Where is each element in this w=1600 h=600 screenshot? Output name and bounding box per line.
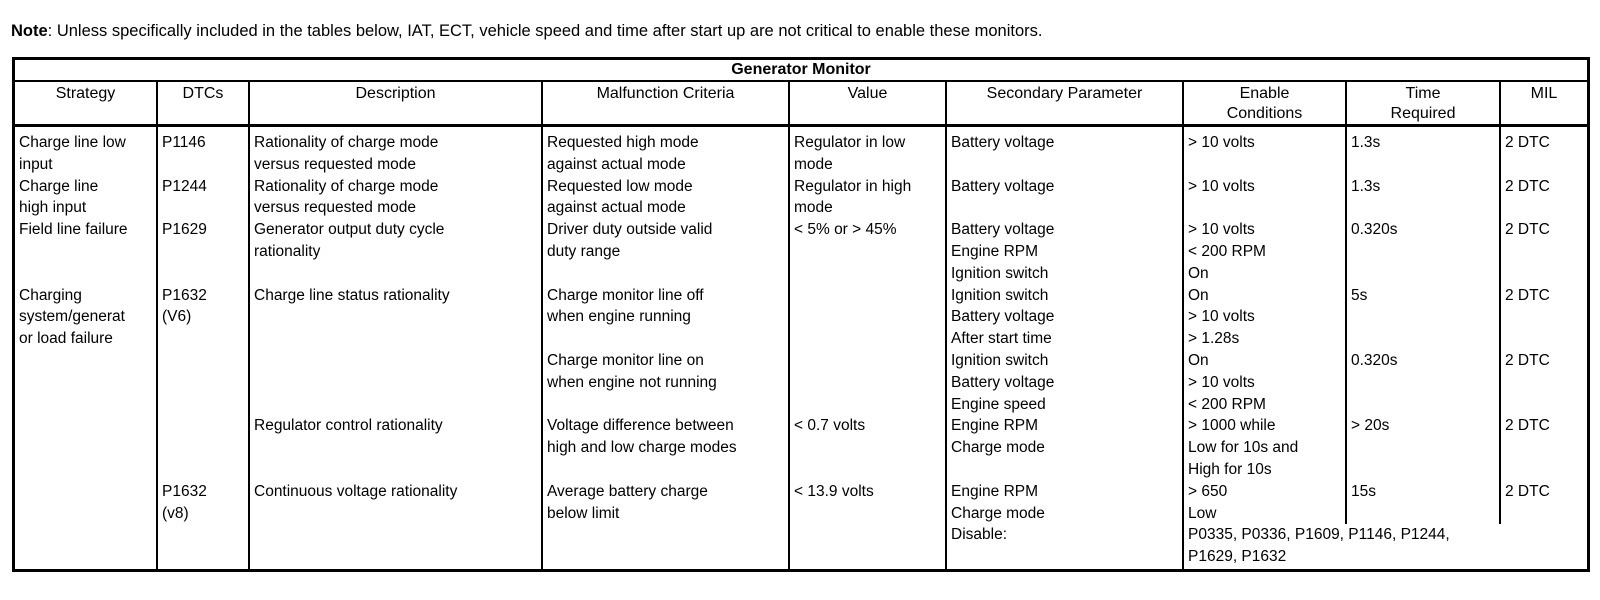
cell-r13-description	[250, 394, 543, 416]
cell-r19-enable-conditions: P0335, P0336, P1609, P1146, P1244,	[1188, 526, 1450, 544]
cell-r14-time-required: > 20s	[1351, 417, 1390, 435]
header-enable-conditions-line: Conditions	[1226, 105, 1303, 122]
cell-r9-enable-conditions: > 10 volts	[1188, 308, 1255, 326]
cell-r12-description	[250, 372, 543, 394]
cell-r9-dtcs: (V6)	[162, 308, 192, 326]
cell-r3-value: Regulator in high	[794, 177, 912, 195]
cell-r9-strategy: system/generat	[19, 308, 125, 326]
cell-r7-value	[790, 263, 947, 285]
header-malfunction-criteria	[543, 82, 790, 124]
column-strategy	[15, 127, 158, 568]
cell-r17-malfunction-criteria: Average battery charge	[547, 482, 708, 500]
cell-r10-strategy: or load failure	[19, 330, 113, 348]
cell-r16-secondary-parameter	[947, 459, 1184, 481]
cell-r3-description: Rationality of charge mode	[254, 177, 439, 195]
cell-r15-strategy	[15, 437, 158, 459]
cell-r20-value	[790, 546, 947, 568]
cell-r16-time-required	[1347, 459, 1501, 481]
cell-r7-dtcs	[158, 263, 250, 285]
cell-r9-description	[250, 306, 543, 328]
cell-r14-strategy	[15, 415, 158, 437]
header-enable-conditions-line: Enable	[1239, 85, 1290, 102]
cell-r19-secondary-parameter: Disable:	[951, 526, 1007, 544]
cell-r9-time-required	[1347, 306, 1501, 328]
cell-r18-secondary-parameter: Charge mode	[951, 504, 1045, 522]
cell-r18-enable-conditions: Low	[1188, 504, 1217, 522]
column-separator	[541, 127, 543, 569]
cell-r6-value	[790, 241, 947, 263]
cell-r18-strategy	[15, 503, 158, 525]
cell-r5-value: < 5% or > 45%	[794, 221, 897, 239]
cell-r13-malfunction-criteria	[543, 394, 790, 416]
cell-r15-enable-conditions: Low for 10s and	[1188, 439, 1299, 457]
cell-r15-dtcs	[158, 437, 250, 459]
cell-r5-malfunction-criteria: Driver duty outside valid	[547, 221, 713, 239]
cell-r15-malfunction-criteria: high and low charge modes	[547, 439, 737, 457]
cell-r19-description	[250, 524, 543, 546]
cell-r13-dtcs	[158, 394, 250, 416]
cell-r1-value: Regulator in low	[794, 134, 906, 151]
cell-r20-dtcs	[158, 546, 250, 568]
column-time-required	[1347, 127, 1501, 568]
cell-r20-strategy	[15, 546, 158, 568]
cell-r8-time-required: 5s	[1351, 286, 1368, 304]
cell-r14-value: < 0.7 volts	[794, 417, 866, 435]
cell-r1-description: Rationality of charge mode	[254, 134, 439, 151]
cell-r9-value	[790, 306, 947, 328]
cell-r2-strategy: input	[19, 155, 53, 173]
cell-r18-time-required	[1347, 503, 1501, 525]
cell-r17-enable-conditions: > 650	[1188, 482, 1228, 500]
cell-r5-dtcs: P1629	[162, 221, 207, 239]
cell-r13-time-required	[1347, 394, 1501, 416]
cell-r19-malfunction-criteria	[543, 524, 790, 546]
cell-r17-strategy	[15, 481, 158, 503]
cell-r10-description	[250, 328, 543, 350]
cell-r3-malfunction-criteria: Requested low mode	[547, 177, 693, 195]
header-dtcs-line: DTCs	[182, 85, 224, 102]
cell-r11-secondary-parameter: Ignition switch	[951, 351, 1049, 369]
column-separator	[156, 127, 158, 569]
cell-r18-mil	[1501, 503, 1587, 525]
cell-r5-time-required: 0.320s	[1351, 221, 1398, 239]
cell-r4-strategy: high input	[19, 199, 87, 217]
column-separator	[945, 127, 947, 569]
cell-r7-malfunction-criteria	[543, 263, 790, 285]
cell-r3-dtcs: P1244	[162, 177, 207, 195]
cell-r4-value: mode	[794, 199, 833, 217]
cell-r6-mil	[1501, 241, 1587, 263]
cell-r20-enable-conditions: P1629, P1632	[1188, 548, 1287, 566]
cell-r17-mil: 2 DTC	[1505, 482, 1550, 500]
cell-r17-secondary-parameter: Engine RPM	[951, 482, 1039, 500]
cell-r2-malfunction-criteria: against actual mode	[547, 155, 686, 173]
cell-r2-mil	[1501, 154, 1587, 176]
cell-r10-dtcs	[158, 328, 250, 350]
cell-r19-dtcs	[158, 524, 250, 546]
cell-r8-description: Charge line status rationality	[254, 286, 450, 304]
cell-r4-dtcs	[158, 197, 250, 219]
cell-r3-strategy: Charge line	[19, 177, 99, 195]
cell-r8-secondary-parameter: Ignition switch	[951, 286, 1049, 304]
note	[11, 20, 1042, 42]
cell-r13-strategy	[15, 394, 158, 416]
cell-r4-malfunction-criteria: against actual mode	[547, 199, 686, 217]
cell-r10-secondary-parameter: After start time	[951, 330, 1052, 348]
cell-r14-dtcs	[158, 415, 250, 437]
cell-r1-enable-conditions: > 10 volts	[1188, 134, 1255, 151]
cell-r6-enable-conditions: < 200 RPM	[1188, 242, 1266, 260]
header-secondary-parameter	[947, 82, 1184, 124]
cell-r20-time-required	[1347, 546, 1501, 568]
cell-r13-enable-conditions: < 200 RPM	[1188, 395, 1266, 413]
cell-r16-value	[790, 459, 947, 481]
cell-r8-malfunction-criteria: Charge monitor line off	[547, 286, 704, 304]
cell-r9-mil	[1501, 306, 1587, 328]
generator-monitor-table	[12, 57, 1590, 572]
cell-r16-description	[250, 459, 543, 481]
cell-r19-strategy	[15, 524, 158, 546]
cell-r14-description: Regulator control rationality	[254, 417, 443, 435]
cell-r3-enable-conditions: > 10 volts	[1188, 177, 1255, 195]
column-separator	[788, 127, 790, 569]
column-separator	[1499, 127, 1501, 524]
cell-r5-secondary-parameter: Battery voltage	[951, 221, 1055, 239]
cell-r1-mil: 2 DTC	[1505, 134, 1550, 151]
note-text: : Unless specifically included in the tables below, IAT, ECT, vehicle speed and time after start up are not critical to enable these monitors.	[47, 21, 1043, 40]
column-mil	[1501, 127, 1587, 568]
column-separator	[1345, 127, 1347, 524]
cell-r13-secondary-parameter: Engine speed	[951, 395, 1046, 413]
cell-r4-description: versus requested mode	[254, 199, 416, 217]
cell-r17-dtcs: P1632	[162, 482, 207, 500]
cell-r19-value	[790, 524, 947, 546]
cell-r8-value	[790, 285, 947, 307]
header-mil	[1501, 82, 1587, 124]
cell-r3-time-required: 1.3s	[1351, 177, 1381, 195]
column-dtcs	[158, 127, 250, 568]
cell-r2-enable-conditions	[1184, 154, 1347, 176]
cell-r20-mil	[1501, 546, 1587, 568]
cell-r17-description: Continuous voltage rationality	[254, 482, 458, 500]
cell-r11-value	[790, 350, 947, 372]
cell-r8-mil: 2 DTC	[1505, 286, 1550, 304]
cell-r11-enable-conditions: On	[1188, 351, 1209, 369]
cell-r5-description: Generator output duty cycle	[254, 221, 445, 239]
cell-r2-time-required	[1347, 154, 1501, 176]
cell-r7-secondary-parameter: Ignition switch	[951, 264, 1049, 282]
cell-r6-malfunction-criteria: duty range	[547, 242, 621, 260]
cell-r14-mil: 2 DTC	[1505, 417, 1550, 435]
header-value	[790, 82, 947, 124]
cell-r7-strategy	[15, 263, 158, 285]
cell-r5-enable-conditions: > 10 volts	[1188, 221, 1255, 239]
cell-r16-strategy	[15, 459, 158, 481]
cell-r6-dtcs	[158, 241, 250, 263]
cell-r2-secondary-parameter	[947, 154, 1184, 176]
header-description-line: Description	[355, 85, 436, 102]
header-strategy-line: Strategy	[55, 85, 116, 102]
column-description	[250, 127, 543, 568]
cell-r8-strategy: Charging	[19, 286, 82, 304]
cell-r12-value	[790, 372, 947, 394]
cell-r18-dtcs: (v8)	[162, 504, 189, 522]
cell-r19-mil	[1501, 524, 1587, 546]
cell-r13-mil	[1501, 394, 1587, 416]
header-dtcs	[158, 82, 250, 124]
cell-r4-time-required	[1347, 197, 1501, 219]
header-time-required-line: Required	[1390, 105, 1456, 122]
cell-r11-strategy	[15, 350, 158, 372]
cell-r6-strategy	[15, 241, 158, 263]
table-header-row	[15, 82, 1587, 127]
cell-r12-enable-conditions: > 10 volts	[1188, 373, 1255, 391]
cell-r10-enable-conditions: > 1.28s	[1188, 330, 1240, 348]
header-time-required-line: Time	[1405, 85, 1441, 102]
cell-r7-enable-conditions: On	[1188, 264, 1209, 282]
cell-r12-dtcs	[158, 372, 250, 394]
cell-r16-mil	[1501, 459, 1587, 481]
cell-r3-secondary-parameter: Battery voltage	[951, 177, 1055, 195]
cell-r11-malfunction-criteria: Charge monitor line on	[547, 351, 704, 369]
header-malfunction-criteria-line: Malfunction Criteria	[596, 85, 735, 102]
header-mil-line: MIL	[1530, 85, 1558, 102]
header-time-required	[1347, 82, 1501, 124]
column-malfunction-criteria	[543, 127, 790, 568]
cell-r15-secondary-parameter: Charge mode	[951, 439, 1045, 457]
cell-r1-dtcs: P1146	[162, 134, 206, 151]
cell-r10-mil	[1501, 328, 1587, 350]
cell-r1-time-required: 1.3s	[1351, 134, 1381, 151]
cell-r6-description: rationality	[254, 242, 321, 260]
cell-r7-mil	[1501, 263, 1587, 285]
table-title: Generator Monitor	[15, 60, 1587, 82]
cell-r4-secondary-parameter	[947, 197, 1184, 219]
cell-r12-time-required	[1347, 372, 1501, 394]
cell-r15-time-required	[1347, 437, 1501, 459]
cell-r12-malfunction-criteria: when engine not running	[547, 373, 717, 391]
cell-r12-strategy	[15, 372, 158, 394]
cell-r2-dtcs	[158, 154, 250, 176]
cell-r6-secondary-parameter: Engine RPM	[951, 242, 1039, 260]
cell-r20-description	[250, 546, 543, 568]
cell-r13-value	[790, 394, 947, 416]
cell-r9-secondary-parameter: Battery voltage	[951, 308, 1055, 326]
cell-r10-time-required	[1347, 328, 1501, 350]
cell-r20-secondary-parameter	[947, 546, 1184, 568]
cell-r7-description	[250, 263, 543, 285]
cell-r16-enable-conditions: High for 10s	[1188, 460, 1272, 478]
cell-r17-time-required: 15s	[1351, 482, 1376, 500]
cell-r15-value	[790, 437, 947, 459]
cell-r1-secondary-parameter: Battery voltage	[951, 134, 1055, 151]
cell-r5-strategy: Field line failure	[19, 221, 128, 239]
cell-r11-dtcs	[158, 350, 250, 372]
cell-r11-description	[250, 350, 543, 372]
cell-r20-malfunction-criteria	[543, 546, 790, 568]
cell-r18-value	[790, 503, 947, 525]
cell-r5-mil: 2 DTC	[1505, 221, 1550, 239]
column-value	[790, 127, 947, 568]
cell-r2-description: versus requested mode	[254, 155, 416, 173]
cell-r6-time-required	[1347, 241, 1501, 263]
cell-r11-mil: 2 DTC	[1505, 351, 1550, 369]
cell-r12-secondary-parameter: Battery voltage	[951, 373, 1055, 391]
cell-r12-mil	[1501, 372, 1587, 394]
note-label: Note	[11, 21, 48, 40]
cell-r17-value: < 13.9 volts	[794, 482, 874, 500]
table-body	[15, 127, 1587, 569]
cell-r1-strategy: Charge line low	[19, 134, 126, 151]
cell-r14-malfunction-criteria: Voltage difference between	[547, 417, 734, 435]
header-value-line: Value	[847, 85, 888, 102]
cell-r15-description	[250, 437, 543, 459]
cell-r4-mil	[1501, 197, 1587, 219]
cell-r16-malfunction-criteria	[543, 459, 790, 481]
cell-r2-value: mode	[794, 155, 833, 173]
header-strategy	[15, 82, 158, 124]
cell-r3-mil: 2 DTC	[1505, 177, 1550, 195]
cell-r14-secondary-parameter: Engine RPM	[951, 417, 1039, 435]
header-enable-conditions	[1184, 82, 1347, 124]
header-description	[250, 82, 543, 124]
column-secondary-parameter	[947, 127, 1184, 568]
cell-r11-time-required: 0.320s	[1351, 351, 1398, 369]
cell-r19-time-required	[1347, 524, 1501, 546]
cell-r4-enable-conditions	[1184, 197, 1347, 219]
cell-r14-enable-conditions: > 1000 while	[1188, 417, 1276, 435]
cell-r15-mil	[1501, 437, 1587, 459]
cell-r8-enable-conditions: On	[1188, 286, 1209, 304]
cell-r18-malfunction-criteria: below limit	[547, 504, 620, 522]
cell-r7-time-required	[1347, 263, 1501, 285]
column-separator	[248, 127, 250, 569]
cell-r10-malfunction-criteria	[543, 328, 790, 350]
cell-r18-description	[250, 503, 543, 525]
cell-r1-malfunction-criteria: Requested high mode	[547, 134, 699, 151]
header-secondary-parameter-line: Secondary Parameter	[986, 85, 1143, 102]
column-separator	[1182, 127, 1184, 569]
cell-r8-dtcs: P1632	[162, 286, 207, 304]
cell-r9-malfunction-criteria: when engine running	[547, 308, 691, 326]
cell-r10-value	[790, 328, 947, 350]
cell-r16-dtcs	[158, 459, 250, 481]
